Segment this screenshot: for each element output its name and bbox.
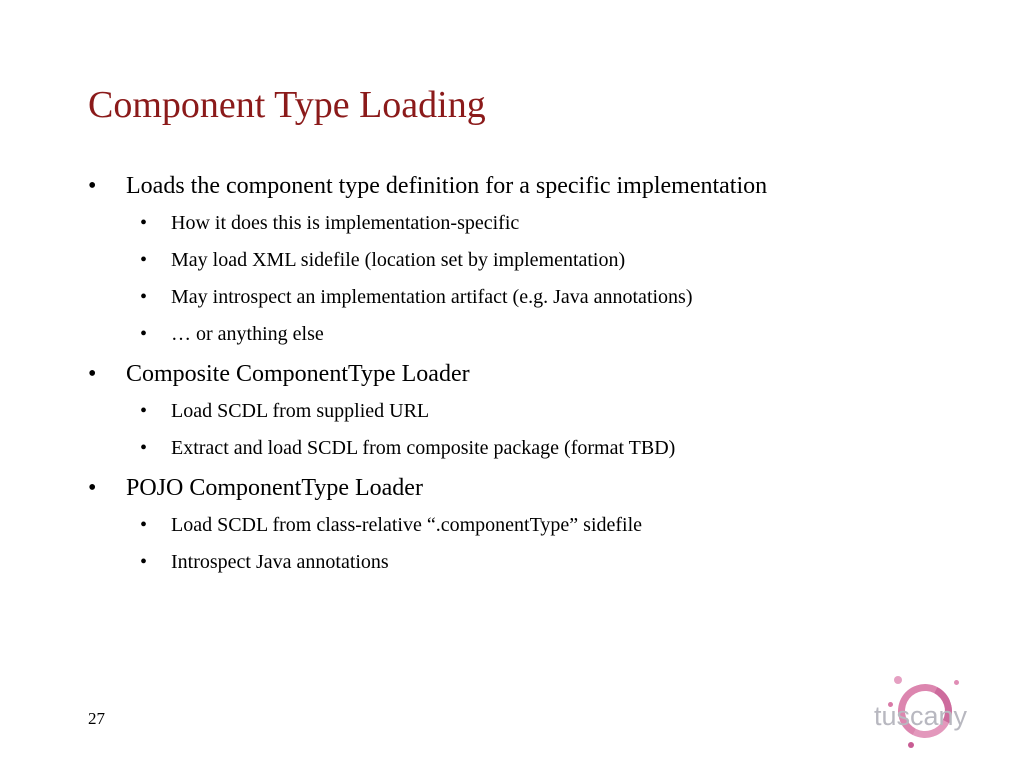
sub-bullet-item bbox=[126, 205, 986, 242]
bullet-marker: • bbox=[88, 475, 97, 501]
bullet-item bbox=[86, 356, 986, 467]
slide-title: Component Type Loading bbox=[88, 84, 486, 126]
sub-bullet-item bbox=[126, 507, 986, 544]
tuscany-logo bbox=[868, 672, 998, 762]
sub-bullet-text: How it does this is implementation-specific bbox=[171, 212, 520, 234]
sub-bullet-list bbox=[126, 205, 986, 353]
bullet-marker: • bbox=[88, 173, 97, 199]
sub-bullet-list bbox=[126, 393, 986, 467]
sub-bullet-text: May load XML sidefile (location set by implementation) bbox=[171, 249, 626, 271]
logo-dot bbox=[908, 742, 914, 748]
logo-text: tuscany bbox=[874, 701, 968, 731]
bullet-marker: • bbox=[140, 514, 148, 536]
sub-bullet-item bbox=[126, 316, 986, 353]
bullet-marker: • bbox=[140, 551, 148, 573]
sub-bullet-text: Extract and load SCDL from composite package (format TBD) bbox=[171, 437, 676, 459]
bullet-list bbox=[86, 168, 986, 581]
bullet-marker: • bbox=[140, 437, 148, 459]
sub-bullet-text: Load SCDL from supplied URL bbox=[171, 400, 430, 422]
bullet-text: POJO ComponentType Loader bbox=[126, 475, 423, 501]
sub-bullet-text: May introspect an implementation artifact (e.g. Java annotations) bbox=[171, 286, 693, 308]
sub-bullet-text: Introspect Java annotations bbox=[171, 551, 389, 573]
sub-bullet-item bbox=[126, 393, 986, 430]
sub-bullet-text: … or anything else bbox=[171, 323, 324, 345]
bullet-item bbox=[86, 168, 986, 353]
sub-bullet-item bbox=[126, 279, 986, 316]
sub-bullet-item bbox=[126, 430, 986, 467]
bullet-marker: • bbox=[88, 361, 97, 387]
bullet-marker: • bbox=[140, 212, 148, 234]
bullet-marker: • bbox=[140, 249, 148, 271]
bullet-item bbox=[86, 470, 986, 581]
bullet-marker: • bbox=[140, 323, 148, 345]
sub-bullet-text: Load SCDL from class-relative “.componentType” sidefile bbox=[171, 514, 643, 536]
bullet-text: Loads the component type definition for a specific implementation bbox=[126, 173, 768, 199]
sub-bullet-item bbox=[126, 544, 986, 581]
logo-dot bbox=[954, 680, 959, 685]
bullet-marker: • bbox=[140, 286, 148, 308]
sub-bullet-item bbox=[126, 242, 986, 279]
logo-dot bbox=[894, 676, 902, 684]
page-number: 27 bbox=[88, 709, 105, 728]
bullet-marker: • bbox=[140, 400, 148, 422]
bullet-text: Composite ComponentType Loader bbox=[126, 361, 470, 387]
sub-bullet-list bbox=[126, 507, 986, 581]
